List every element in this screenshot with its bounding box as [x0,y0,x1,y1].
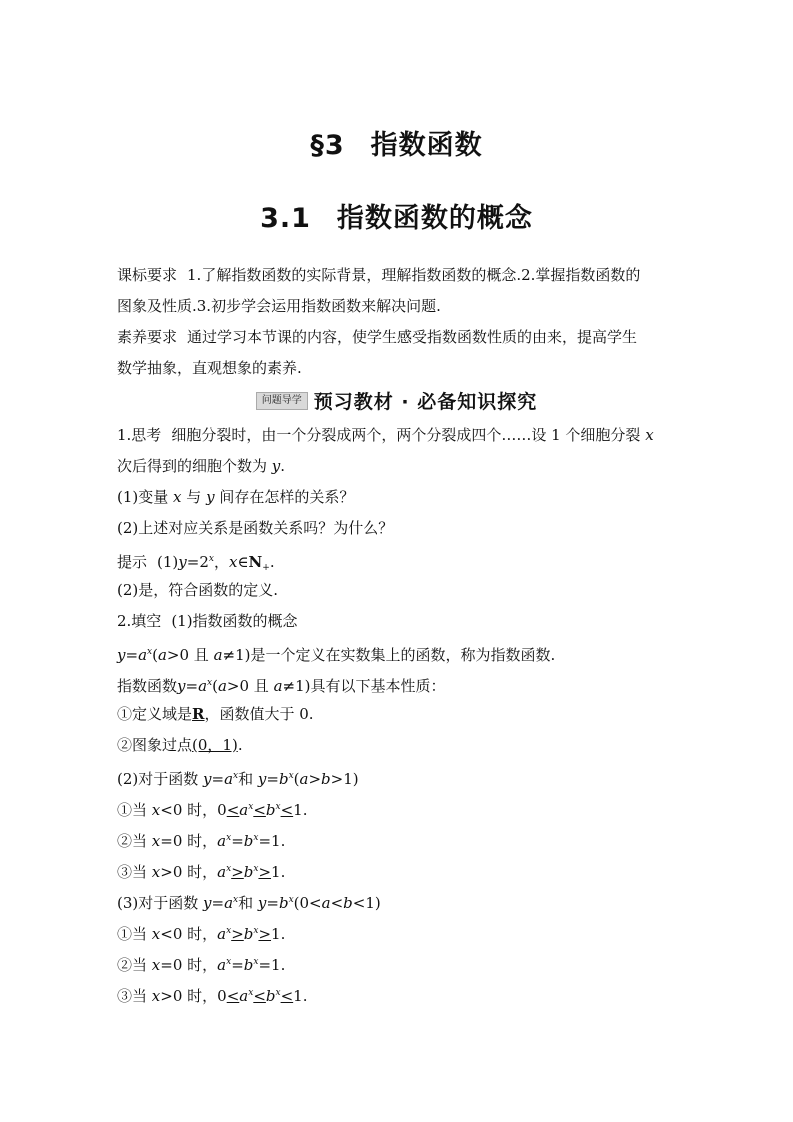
section-banner [0,387,793,414]
banner-tag: 问题导学 [256,392,308,410]
property-2: ②图象过点(0，1). [117,736,243,754]
curriculum-label: 课标要求 [117,266,178,284]
curriculum-line-2: 图象及性质.3.初步学会运用指数函数来解决问题. [117,297,441,315]
compare-2-case-3: ③当 x>0 时，$0<a^x<b^x<1$. [117,987,308,1005]
compare-2-case-1: ①当 x<0 时，$a^x>b^x>1$. [117,925,286,943]
question-2: (2)上述对应关系是函数关系吗？为什么？ [117,519,394,537]
think-line-2: 次后得到的细胞个数为 y. [117,457,286,475]
hint-line: 提示 $(1)y=2^x$，$x\in N_+$. [117,553,275,573]
section-name: 指数函数 [370,130,483,161]
think-line-1: 1.思考 细胞分裂时，由一个分裂成两个，两个分裂成四个……设 1 个细胞分裂 x [117,426,654,444]
fill-heading: 2.填空 (1)指数函数的概念 [117,612,298,630]
literacy-line-2: 数学抽象，直观想象的素养. [117,359,302,377]
compare-heading-1: (2)对于函数 $y=a^x$和 $y=b^x(a>b>1)$ [117,770,359,788]
subsection-title [0,196,793,235]
compare-1-case-2: ②当 x=0 时，$a^x=b^x=1$. [117,832,286,850]
curriculum-line-1: 课标要求 1.了解指数函数的实际背景，理解指数函数的概念.2.掌握指数函数的 [117,266,641,284]
property-1: ①定义域是R，函数值大于 0. [117,705,314,723]
subsection-number: 3.1 [260,203,311,234]
section-title [0,123,793,162]
definition-line: $y=a^x(a>0$ 且 a≠1)是一个定义在实数集上的函数，称为指数函数. [117,646,556,664]
subsection-name: 指数函数的概念 [336,203,533,234]
compare-1-case-3: ③当 x>0 时，$a^x>b^x>1$. [117,863,286,881]
compare-2-case-2: ②当 x=0 时，$a^x=b^x=1$. [117,956,286,974]
banner-title: 预习教材 · 必备知识探究 [313,391,538,413]
compare-1-case-1: ①当 x<0 时，$0<a^x<b^x<1$. [117,801,308,819]
question-1: (1)变量 x 与 y 间存在怎样的关系？ [117,488,355,506]
literacy-line-1: 素养要求 通过学习本节课的内容，使学生感受指数函数性质的由来，提高学生 [117,328,638,346]
hint-answer-2: (2)是，符合函数的定义. [117,581,279,599]
compare-heading-2: (3)对于函数 $y=a^x$和 $y=b^x(0<a<b<1)$ [117,894,381,912]
literacy-label: 素养要求 [117,328,178,346]
section-number: §3 [310,130,345,161]
properties-intro: 指数函数$y=a^x(a>0$ 且 a≠1)具有以下基本性质： [117,677,446,695]
